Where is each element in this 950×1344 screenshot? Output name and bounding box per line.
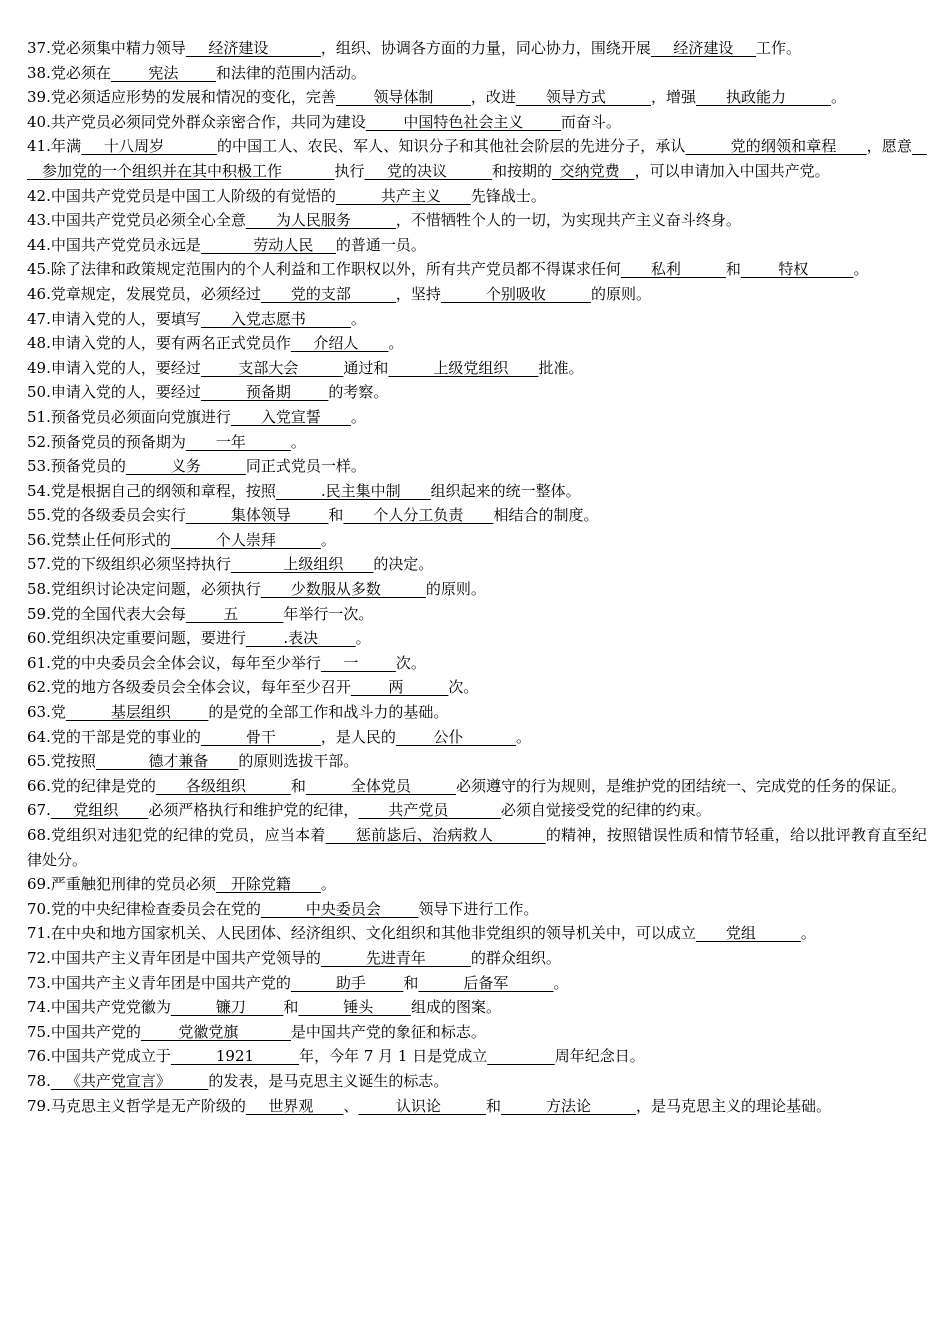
question-text: ，坚持	[395, 284, 441, 303]
question-number: 41	[27, 137, 47, 156]
question-text: 党	[50, 703, 66, 722]
answer-blank: 介绍人	[290, 334, 389, 353]
answer-blank: 个别吸收	[440, 284, 591, 303]
answer-blank: 1921	[170, 1047, 300, 1066]
question-49: 49.申请入党的人，要经过 支部大会 通过和 上级党组织 批准。	[27, 358, 584, 377]
answer-blank: 世界观	[245, 1096, 344, 1115]
question-number: 38	[27, 63, 47, 82]
answer-blank: 上级党组织	[388, 358, 539, 377]
answer-blank: 执政能力	[695, 88, 831, 107]
question-text: ，是人民的	[320, 727, 396, 746]
question-number: 66	[27, 776, 47, 795]
question-text: 除了法律和政策规定范围内的个人利益和工作职权以外，所有共产党员都不得谋求任何	[50, 260, 621, 279]
question-text: 党组织对违犯党的纪律的党员，应当本着	[50, 826, 326, 844]
question-text: 中国共产党的	[50, 1022, 141, 1041]
question-43: 43.中国共产党党员必须全心全意 为人民服务 ，不惜牺牲个人的一切，为实现共产主义奋斗终身。	[27, 211, 741, 230]
question-text: 和	[328, 506, 344, 525]
question-text: 党按照	[50, 752, 96, 771]
question-text: 党的干部是党的事业的	[50, 727, 201, 746]
answer-blank: 全体党员	[305, 776, 456, 795]
answer-blank: 党组织	[50, 801, 149, 820]
question-42: 42.中国共产党党员是中国工人阶级的有觉悟的 共产主义 先锋战士。	[27, 186, 546, 205]
question-text: 在中央和地方国家机关、人民团体、经济组织、文化组织和其他非党组织的领导机关中，可以成立	[50, 924, 696, 943]
question-text: 必须严格执行和维护党的纪律，	[148, 801, 359, 820]
answer-blank: 义务	[125, 457, 246, 476]
answer-blank: 入党志愿书	[200, 309, 351, 328]
question-number: 39	[27, 88, 47, 107]
question-text: 是中国共产党的象征和标志。	[290, 1022, 486, 1041]
question-52: 52.预备党员的预备期为 一年 。	[27, 432, 306, 451]
question-47: 47.申请入党的人，要填写 入党志愿书 。	[27, 309, 366, 328]
question-text: 党的中央纪律检查委员会在党的	[50, 899, 261, 918]
answer-blank: 劳动人民	[200, 235, 336, 254]
answer-blank: 交纳党费	[552, 161, 635, 180]
answer-blank: 《共产党宣言》	[50, 1071, 209, 1090]
answer-blank: 开除党籍	[215, 875, 321, 894]
answer-blank: 党的纲领和章程	[685, 137, 867, 156]
question-text: 的原则。	[590, 284, 651, 303]
question-text: 相结合的制度。	[493, 506, 599, 525]
question-text: 党必须在	[50, 63, 111, 82]
question-text: ，不惜牺牲个人的一切，为实现共产主义奋斗终身。	[395, 211, 741, 230]
question-number: 63	[27, 703, 47, 722]
question-text: 。	[515, 727, 531, 746]
answer-blank: 特权	[740, 260, 854, 279]
question-40: 40.共产党员必须同党外群众亲密合作，共同为建设 中国特色社会主义 而奋斗。	[27, 112, 621, 131]
question-text: 中国共产主义青年团是中国共产党领导的	[50, 948, 321, 967]
question-text: 党的中央委员会全体会议，每年至少举行	[50, 653, 321, 672]
question-number: 69	[27, 875, 47, 894]
answer-blank: 共产党员	[358, 801, 501, 820]
answer-blank: 镰刀	[170, 998, 284, 1017]
question-41: 41.年满 十八周岁 的中国工人、农民、军人、知识分子和其他社会阶层的先进分子，承认 党的纲领和章程 ，愿意 参加党的一个组织并在其中积极工作 执行 党的决议 和按期的 交纳党费 ，可以申请加入中国共产党。	[27, 137, 927, 180]
question-text: 党的全国代表大会每	[50, 604, 186, 623]
question-67: 67. 党组织 必须严格执行和维护党的纪律， 共产党员 必须自觉接受党的纪律的约束。	[27, 801, 711, 820]
question-37: 37.党必须集中精力领导 经济建设 ，组织、协调各方面的力量，同心协力，围绕开展 经济建设 工作。	[27, 39, 801, 57]
question-59: 59.党的全国代表大会每 五 年举行一次。	[27, 604, 374, 623]
question-text: 党的下级组织必须坚持执行	[50, 555, 231, 574]
question-text: 中国共产党党徽为	[50, 998, 171, 1017]
question-text: 。	[350, 309, 366, 328]
answer-blank: 助手	[290, 973, 404, 992]
question-50: 50.申请入党的人，要经过 预备期 的考察。	[27, 383, 389, 402]
question-number: 61	[27, 653, 47, 672]
question-text: 的考察。	[328, 383, 389, 402]
answer-blank: 认识论	[358, 1096, 486, 1115]
question-number: 76	[27, 1047, 47, 1066]
question-text: ，组织、协调各方面的力量，同心协力，围绕开展	[320, 39, 651, 57]
question-text: 的精神，按照错误性质和情节轻重，给以批评教育直至纪律处分。	[27, 826, 927, 869]
answer-blank: 入党宣誓	[230, 407, 351, 426]
answer-blank: 两	[350, 678, 449, 697]
question-60: 60.党组织决定重要问题，要进行 .表决 。	[27, 629, 371, 648]
answer-blank: 五	[185, 604, 284, 623]
question-text: 先锋战士。	[470, 186, 546, 205]
question-62: 62.党的地方各级委员会全体会议，每年至少召开 两 次。	[27, 678, 479, 697]
answer-blank: 中央委员会	[260, 899, 419, 918]
question-text: 和按期的	[492, 161, 553, 180]
question-number: 43	[27, 211, 47, 230]
question-text: 通过和	[343, 358, 389, 377]
answer-blank: 一	[320, 653, 396, 672]
question-74: 74.中国共产党党徽为 镰刀 和 锤头 组成的图案。	[27, 998, 501, 1017]
question-number: 44	[27, 235, 47, 254]
question-text: 和	[403, 973, 419, 992]
question-number: 79	[27, 1096, 47, 1115]
question-56: 56.党禁止任何形式的 个人崇拜 。	[27, 530, 336, 549]
question-text: 。	[388, 334, 404, 353]
question-73: 73.中国共产主义青年团是中国共产党的 助手 和 后备军 。	[27, 973, 569, 992]
answer-blank: 共产主义	[335, 186, 471, 205]
question-61: 61.党的中央委员会全体会议，每年至少举行 一 次。	[27, 653, 426, 672]
answer-blank: 锤头	[298, 998, 411, 1017]
answer-blank	[487, 1047, 555, 1065]
question-79: 79.马克思主义哲学是无产阶级的 世界观 、 认识论 和 方法论 ，是马克思主义的理论基础。	[27, 1096, 831, 1115]
question-text: ，增强	[650, 88, 696, 107]
question-text: 。	[853, 260, 869, 279]
question-text: 。	[320, 530, 336, 549]
question-text: 。	[800, 924, 816, 943]
question-number: 74	[27, 998, 47, 1017]
question-text: 同正式党员一样。	[245, 457, 366, 476]
answer-blank: 少数服从多数	[260, 580, 426, 599]
question-text: 申请入党的人，要有两名正式党员作	[50, 334, 291, 353]
question-text: 严重触犯刑律的党员必须	[50, 875, 216, 894]
question-number: 75	[27, 1022, 47, 1041]
answer-blank: 参加党的一个组织并在其中积极工作	[27, 137, 927, 180]
question-69: 69.严重触犯刑律的党员必须 开除党籍 。	[27, 875, 336, 894]
question-72: 72.中国共产主义青年团是中国共产党领导的 先进青年 的群众组织。	[27, 948, 561, 967]
question-text: 的是党的全部工作和战斗力的基础。	[208, 703, 449, 722]
question-text: 申请入党的人，要填写	[50, 309, 201, 328]
question-text: ，可以申请加入中国共产党。	[634, 161, 830, 180]
answer-blank: 领导体制	[335, 88, 471, 107]
question-text: 党禁止任何形式的	[50, 530, 171, 549]
question-text: ，愿意	[866, 137, 912, 156]
question-65: 65.党按照 德才兼备 的原则选拔干部。	[27, 752, 359, 771]
question-text: 的普通一员。	[335, 235, 426, 254]
question-text: 必须自觉接受党的纪律的约束。	[500, 801, 711, 820]
question-text: 、	[343, 1096, 359, 1115]
question-53: 53.预备党员的 义务 同正式党员一样。	[27, 457, 366, 476]
answer-blank: 党的决议	[364, 161, 493, 180]
answer-blank: 上级组织	[230, 555, 374, 574]
question-number: 65	[27, 752, 47, 771]
question-text: 组织起来的统一整体。	[430, 481, 581, 500]
question-text: 。	[553, 973, 569, 992]
question-number: 42	[27, 186, 47, 205]
question-number: 68	[27, 826, 47, 844]
question-number: 49	[27, 358, 47, 377]
question-text: 的原则。	[425, 580, 486, 599]
question-number: 59	[27, 604, 47, 623]
question-text: 和法律的范围内活动。	[215, 63, 366, 82]
question-text: 和	[485, 1096, 501, 1115]
question-text: 和	[290, 776, 306, 795]
question-number: 57	[27, 555, 47, 574]
question-text: 的群众组织。	[470, 948, 561, 967]
answer-blank: 基层组织	[65, 703, 209, 722]
answer-blank: 方法论	[500, 1096, 636, 1115]
question-text: 。	[355, 629, 371, 648]
answer-blank: 各级组织	[155, 776, 291, 795]
question-text: ，改进	[470, 88, 516, 107]
question-text: 党必须集中精力领导	[50, 39, 186, 57]
question-text: 。	[290, 432, 306, 451]
answer-blank: 先进青年	[320, 948, 471, 967]
question-text: 领导下进行工作。	[418, 899, 539, 918]
question-number: 37	[27, 39, 47, 57]
question-text: 党是根据自己的纲领和章程，按照	[50, 481, 276, 500]
answer-blank: 中国特色社会主义	[365, 112, 561, 131]
question-text: 的决定。	[373, 555, 434, 574]
answer-blank: 领导方式	[515, 88, 651, 107]
question-text: 。	[830, 88, 846, 107]
answer-blank: .民主集中制	[275, 481, 431, 500]
question-number: 45	[27, 260, 47, 279]
question-text: 执行	[334, 161, 365, 180]
question-number: 60	[27, 629, 47, 648]
question-text: 党的纪律是党的	[50, 776, 156, 795]
question-number: 50	[27, 383, 47, 402]
question-number: 73	[27, 973, 47, 992]
question-number: 47	[27, 309, 47, 328]
question-number: 54	[27, 481, 47, 500]
question-text: 中国共产党党员必须全心全意	[50, 211, 246, 230]
question-number: 56	[27, 530, 47, 549]
answer-blank: 预备期	[200, 383, 329, 402]
question-text: 预备党员的预备期为	[50, 432, 186, 451]
question-number: 55	[27, 506, 47, 525]
question-text: 的中国工人、农民、军人、知识分子和其他社会阶层的先进分子，承认	[216, 137, 686, 156]
answer-blank: 党的支部	[260, 284, 396, 303]
question-64: 64.党的干部是党的事业的 骨干 ，是人民的 公仆 。	[27, 727, 531, 746]
question-text: ，是马克思主义的理论基础。	[635, 1096, 831, 1115]
question-48: 48.申请入党的人，要有两名正式党员作 介绍人 。	[27, 334, 404, 353]
answer-blank: 私利	[620, 260, 726, 279]
question-text: 党的各级委员会实行	[50, 506, 186, 525]
question-number: 51	[27, 407, 47, 426]
question-number: 48	[27, 334, 47, 353]
answer-blank: 公仆	[395, 727, 516, 746]
question-number: 52	[27, 432, 47, 451]
question-text: 预备党员必须面向党旗进行	[50, 407, 231, 426]
answer-blank: 十八周岁	[81, 137, 217, 156]
question-text: 党的地方各级委员会全体会议，每年至少召开	[50, 678, 351, 697]
answer-blank: 惩前毖后、治病救人	[325, 826, 546, 844]
question-text: 党组织讨论决定问题，必须执行	[50, 580, 261, 599]
answer-blank: 党徽党旗	[140, 1022, 291, 1041]
answer-blank: 党组	[695, 924, 801, 943]
question-39: 39.党必须适应形势的发展和情况的变化，完善 领导体制 ，改进 领导方式 ，增强 执政能力 。	[27, 88, 846, 107]
answer-blank: 德才兼备	[95, 752, 239, 771]
answer-blank: 支部大会	[200, 358, 344, 377]
question-text: 申请入党的人，要经过	[50, 383, 201, 402]
question-text: 工作。	[755, 39, 801, 57]
question-46: 46.党章规定，发展党员，必须经过 党的支部 ，坚持 个别吸收 的原则。	[27, 284, 651, 303]
answer-blank: 个人分工负责	[343, 506, 494, 525]
question-51: 51.预备党员必须面向党旗进行 入党宣誓 。	[27, 407, 366, 426]
question-number: 72	[27, 948, 47, 967]
question-number: 67	[27, 801, 47, 820]
question-63: 63.党 基层组织 的是党的全部工作和战斗力的基础。	[27, 703, 449, 722]
question-number: 64	[27, 727, 47, 746]
question-text: 。	[350, 407, 366, 426]
question-text: 必须遵守的行为规则，是维护党的团结统一、完成党的任务的保证。	[455, 776, 906, 795]
question-text: 年，今年 7 月 1 日是党成立	[299, 1047, 488, 1066]
answer-blank: 后备军	[418, 973, 554, 992]
question-68: 68.党组织对违犯党的纪律的党员，应当本着 惩前毖后、治病救人 的精神，按照错误性质和情节轻重，给以批评教育直至纪律处分。	[27, 826, 927, 869]
question-57: 57.党的下级组织必须坚持执行 上级组织 的决定。	[27, 555, 434, 574]
question-66: 66.党的纪律是党的 各级组织 和 全体党员 必须遵守的行为规则，是维护党的团结统一、完成党的任务的保证。	[27, 776, 906, 795]
question-text: 中国共产党党员是中国工人阶级的有觉悟的	[50, 186, 336, 205]
question-76: 76.中国共产党成立于 1921 年，今年 7 月 1 日是党成立 周年纪念日。	[27, 1047, 645, 1066]
question-text: 。	[320, 875, 336, 894]
question-number: 78	[27, 1071, 47, 1090]
question-text: 周年纪念日。	[554, 1047, 645, 1066]
question-text: 次。	[395, 653, 426, 672]
answer-blank: 经济建设	[185, 39, 321, 57]
answer-blank: .表决	[245, 629, 356, 648]
question-text: 中国共产党党员永远是	[50, 235, 201, 254]
answer-blank: 集体领导	[185, 506, 329, 525]
question-38: 38.党必须在 宪法 和法律的范围内活动。	[27, 63, 366, 82]
answer-blank: 经济建设	[650, 39, 756, 57]
question-text: 申请入党的人，要经过	[50, 358, 201, 377]
question-text: 中国共产党成立于	[50, 1047, 171, 1066]
question-75: 75.中国共产党的 党徽党旗 是中国共产党的象征和标志。	[27, 1022, 486, 1041]
question-text: 次。	[448, 678, 479, 697]
question-text: 共产党员必须同党外群众亲密合作，共同为建设	[50, 112, 366, 131]
question-text: 和	[283, 998, 299, 1017]
question-71: 71.在中央和地方国家机关、人民团体、经济组织、文化组织和其他非党组织的领导机关中，可以成立 党组 。	[27, 924, 816, 943]
question-number: 70	[27, 899, 47, 918]
question-number: 62	[27, 678, 47, 697]
question-text: 的发表，是马克思主义诞生的标志。	[208, 1071, 449, 1090]
answer-blank: 骨干	[200, 727, 321, 746]
question-text: 年满	[50, 137, 82, 156]
question-text: 中国共产主义青年团是中国共产党的	[50, 973, 291, 992]
question-number: 40	[27, 112, 47, 131]
question-text: 的原则选拔干部。	[238, 752, 359, 771]
question-number: 53	[27, 457, 47, 476]
question-text: 而奋斗。	[560, 112, 621, 131]
question-text: 年举行一次。	[283, 604, 374, 623]
question-text: 预备党员的	[50, 457, 126, 476]
answer-blank: 个人崇拜	[170, 530, 321, 549]
question-54: 54.党是根据自己的纲领和章程，按照 .民主集中制 组织起来的统一整体。	[27, 481, 581, 500]
question-55: 55.党的各级委员会实行 集体领导 和 个人分工负责 相结合的制度。	[27, 506, 599, 525]
question-text: 批准。	[538, 358, 584, 377]
question-text: 和	[725, 260, 741, 279]
question-70: 70.党的中央纪律检查委员会在党的 中央委员会 领导下进行工作。	[27, 899, 539, 918]
question-text: 党组织决定重要问题，要进行	[50, 629, 246, 648]
question-45: 45.除了法律和政策规定范围内的个人利益和工作职权以外，所有共产党员都不得谋求任何 私利 和 特权 。	[27, 260, 869, 279]
answer-blank: 一年	[185, 432, 291, 451]
question-78: 78. 《共产党宣言》 的发表，是马克思主义诞生的标志。	[27, 1071, 449, 1090]
answer-blank: 为人民服务	[245, 211, 396, 230]
question-text: 马克思主义哲学是无产阶级的	[50, 1096, 246, 1115]
question-text: 党章规定，发展党员，必须经过	[50, 284, 261, 303]
question-text: 党必须适应形势的发展和情况的变化，完善	[50, 88, 336, 107]
question-text: 组成的图案。	[410, 998, 501, 1017]
answer-blank: 宪法	[110, 63, 216, 82]
question-58: 58.党组织讨论决定问题，必须执行 少数服从多数 的原则。	[27, 580, 486, 599]
question-number: 46	[27, 284, 47, 303]
question-44: 44.中国共产党党员永远是 劳动人民 的普通一员。	[27, 235, 426, 254]
question-number: 58	[27, 580, 47, 599]
question-number: 71	[27, 924, 47, 943]
